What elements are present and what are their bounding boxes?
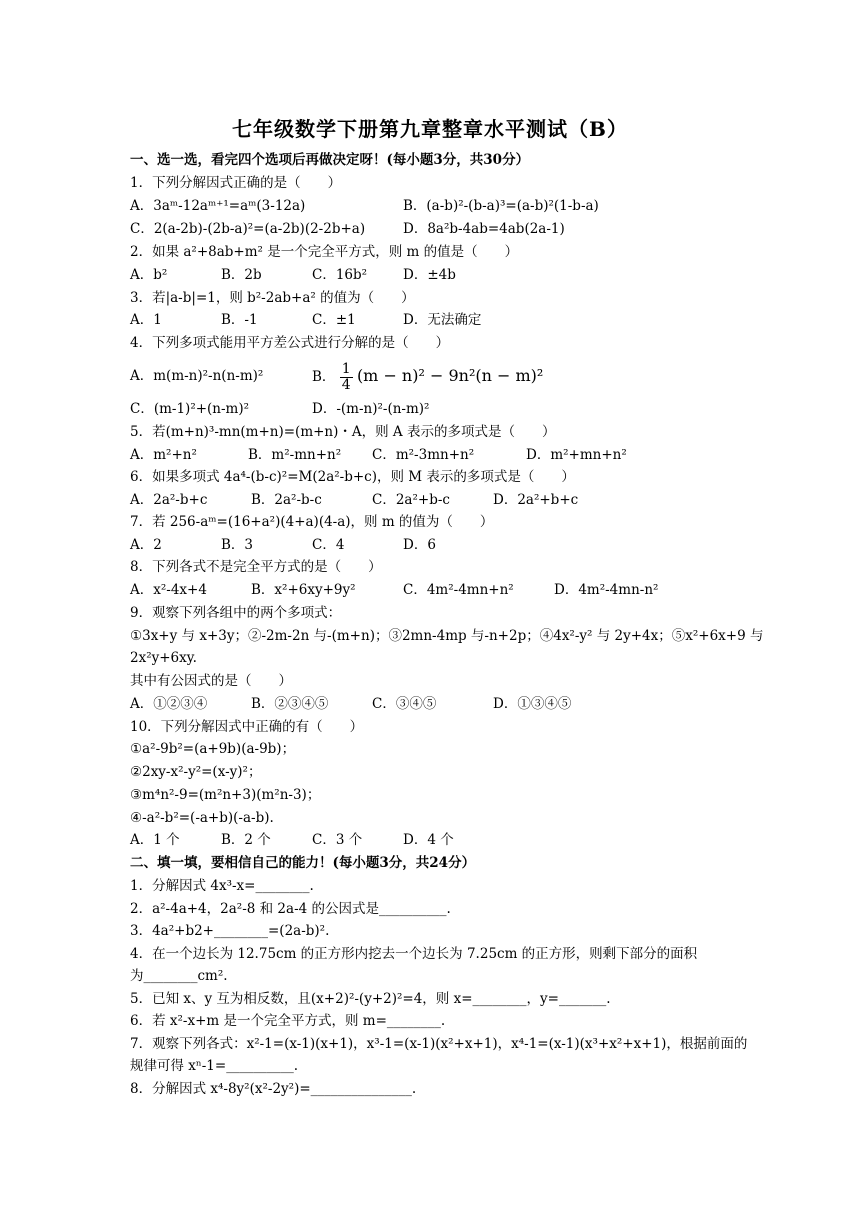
fraction <box>340 362 353 393</box>
q10-item-3: ③m⁴n²-9=(m²n+3)(m²n-3)； <box>130 787 321 803</box>
q5-option-c: C．m²-3mn+n² <box>372 447 475 463</box>
section1-heading: 一、选一选，看完四个选项后再做决定呀！(每小题3分，共30分） <box>130 152 530 168</box>
q4-option-b <box>312 356 543 397</box>
fill-4-line2: 为________cm². <box>130 968 228 984</box>
q5-option-b: B．m²-mn+n² <box>248 447 342 463</box>
q9-stem: 9．观察下列各组中的两个多项式： <box>130 605 342 621</box>
q2-option-d: D．±4b <box>403 267 456 283</box>
q10-option-d: D．4 个 <box>403 832 454 848</box>
q6-option-c: C．2a²+b-c <box>372 492 450 508</box>
q1-option-c: C．2(a-2b)-(2b-a)²=(a-2b)(2-2b+a) <box>130 221 366 237</box>
q9-groups-line2: 2x²y+6xy. <box>130 650 197 666</box>
q1-option-d: D．8a²b-4ab=4ab(2a-1) <box>403 221 565 237</box>
q10-item-2: ②2xy-x²-y²=(x-y)²； <box>130 764 262 780</box>
fill-1: 1．分解因式 4x³-x=________. <box>130 878 314 894</box>
fill-3: 3．4a²+b2+________=(2a-b)². <box>130 923 330 939</box>
q4-stem: 4．下列多项式能用平方差公式进行分解的是（ ） <box>130 335 450 351</box>
q5-option-a: A．m²+n² <box>130 447 197 463</box>
q6-stem: 6．如果多项式 4a⁴-(b-c)²=M(2a²-b+c)，则 M 表示的多项式是（ ） <box>130 469 575 485</box>
q5-option-d: D．m²+mn+n² <box>526 447 627 463</box>
q1-option-a: A．3aᵐ-12aᵐ⁺¹=aᵐ(3-12a) <box>130 198 306 214</box>
q8-stem: 8．下列各式不是完全平方式的是（ ） <box>130 559 382 575</box>
section2-heading: 二、填一填，要相信自己的能力！(每小题3分，共24分） <box>130 855 476 871</box>
q7-stem: 7．若 256-aᵐ=(16+a²)(4+a)(4-a)，则 m 的值为（ ） <box>130 514 494 530</box>
q1-stem: 1．下列分解因式正确的是（ ） <box>130 175 342 191</box>
q4-option-c: C．(m-1)²+(n-m)² <box>130 401 250 417</box>
q9-question: 其中有公因式的是（ ） <box>130 673 292 689</box>
fill-2: 2．a²-4a+4，2a²-8 和 2a-4 的公因式是__________. <box>130 901 451 917</box>
fraction-numerator: 1 <box>341 361 351 377</box>
q9-option-a: A．①②③④ <box>130 696 208 712</box>
q2-stem: 2．如果 a²+8ab+m² 是一个完全平方式，则 m 的值是（ ） <box>130 244 519 260</box>
q10-stem: 10．下列分解因式中正确的有（ ） <box>130 719 364 735</box>
q10-option-c: C．3 个 <box>312 832 363 848</box>
q3-option-c: C．±1 <box>312 312 356 328</box>
q9-groups-line1: ①3x+y 与 x+3y；②-2m-2n 与-(m+n)；③2mn-4mp 与-n+2p；④4x²-y² 与 2y+4x；⑤x²+6x+9 与 <box>130 628 764 644</box>
q3-option-d: D．无法确定 <box>403 312 482 328</box>
q4-option-a: A．m(m-n)²-n(n-m)² <box>130 368 264 384</box>
q9-option-c: C．③④⑤ <box>372 696 437 712</box>
q8-option-b: B．x²+6xy+9y² <box>251 582 356 598</box>
q4-option-b-label: B． <box>312 369 336 385</box>
q8-option-d: D．4m²-4mn-n² <box>554 582 659 598</box>
q10-item-4: ④-a²-b²=(-a+b)(-a-b). <box>130 810 274 826</box>
q10-option-a: A．1 个 <box>130 832 180 848</box>
q7-option-b: B．3 <box>221 537 254 553</box>
q4-option-d: D．-(m-n)²-(n-m)² <box>312 401 430 417</box>
q7-option-a: A．2 <box>130 537 162 553</box>
q1-option-b: B．(a-b)²-(b-a)³=(a-b)²(1-b-a) <box>403 198 599 214</box>
q8-option-c: C．4m²-4mn+n² <box>403 582 514 598</box>
q8-option-a: A．x²-4x+4 <box>130 582 207 598</box>
fill-4-line1: 4．在一个边长为 12.75cm 的正方形内挖去一个边长为 7.25cm 的正方形，则剩下部分的面积 <box>130 946 698 962</box>
fill-5: 5．已知 x、y 互为相反数，且(x+2)²-(y+2)²=4，则 x=________，y=_______. <box>130 991 611 1007</box>
q10-item-1: ①a²-9b²=(a+9b)(a-9b)； <box>130 741 296 757</box>
q9-option-d: D．①③④⑤ <box>493 696 572 712</box>
q9-option-b: B．②③④⑤ <box>251 696 329 712</box>
q10-option-b: B．2 个 <box>221 832 271 848</box>
q7-option-d: D．6 <box>403 537 436 553</box>
fill-8: 8．分解因式 x⁴-8y²(x²-2y²)=_______________. <box>130 1081 417 1097</box>
q6-option-d: D．2a²+b+c <box>493 492 579 508</box>
q7-option-c: C．4 <box>312 537 345 553</box>
q3-option-b: B．-1 <box>221 312 258 328</box>
fill-7-line2: 规律可得 xⁿ-1=__________. <box>130 1058 298 1074</box>
q4-option-b-expression: (m − n)² − 9n²(n − m)² <box>356 366 544 385</box>
fraction-denominator: 4 <box>341 377 351 393</box>
q2-option-b: B．2b <box>221 267 262 283</box>
q6-option-a: A．2a²-b+c <box>130 492 208 508</box>
page-title: 七年级数学下册第九章整章水平测试（B） <box>232 117 628 141</box>
q3-stem: 3．若|a-b|=1，则 b²-2ab+a² 的值为（ ） <box>130 290 415 306</box>
q6-option-b: B．2a²-b-c <box>251 492 322 508</box>
q2-option-a: A．b² <box>130 267 168 283</box>
q5-stem: 5．若(m+n)³-mn(m+n)=(m+n)・A，则 A 表示的多项式是（ ） <box>130 424 556 440</box>
fill-7-line1: 7．观察下列各式：x²-1=(x-1)(x+1)，x³-1=(x-1)(x²+x+1)，x⁴-1=(x-1)(x³+x²+x+1)，根据前面的 <box>130 1036 748 1052</box>
q2-option-c: C．16b² <box>312 267 368 283</box>
q3-option-a: A．1 <box>130 312 162 328</box>
fill-6: 6．若 x²-x+m 是一个完全平方式，则 m=________. <box>130 1013 446 1029</box>
